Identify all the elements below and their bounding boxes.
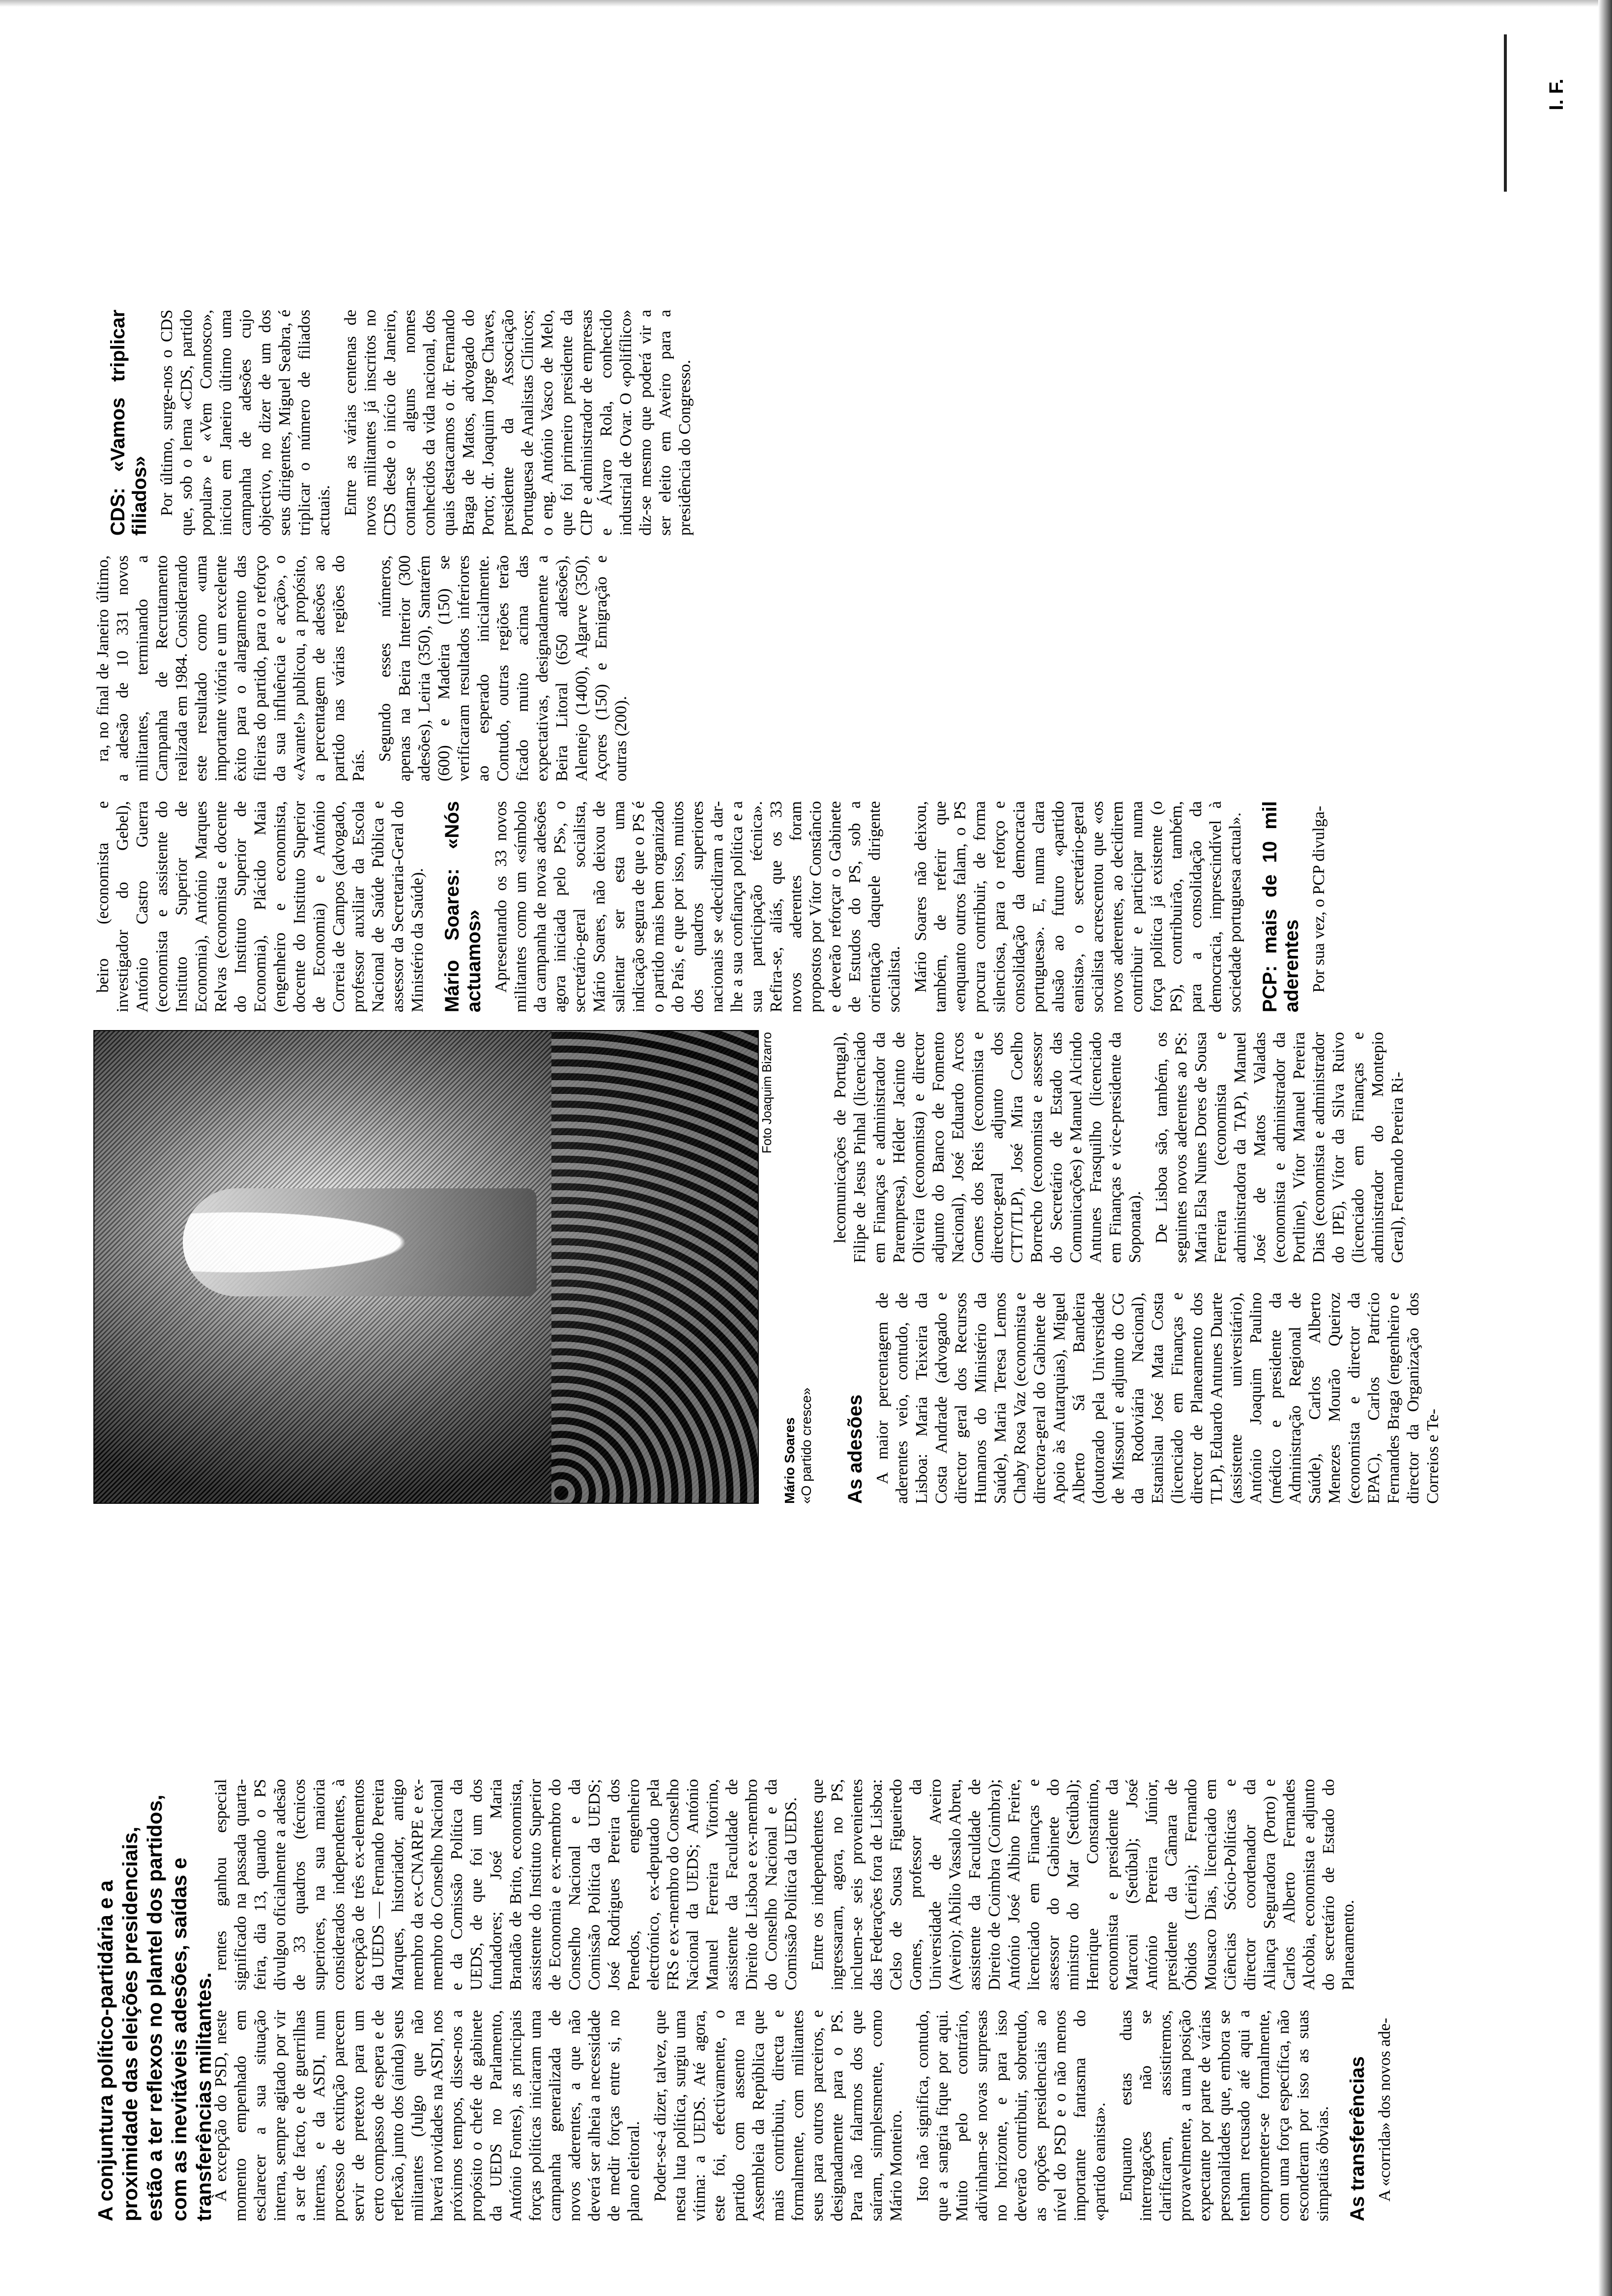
article-lead: A conjuntura político-partidária e a proximidade das eleições presidenciais, estão a ter reflexos no plantel dos partidos, com as inevitáveis adesões, saídas e transferências militantes.	[94, 1794, 215, 2221]
newspaper-page-inner	[74, 59, 1607, 2241]
photo-figure	[183, 1188, 537, 1296]
col7-paragraph: Entre as várias centenas de novos militantes já inscritos no CDS desde o início de Janeiro, contam-se alguns nomes conhecidos da vida nacional, dos quais destacamos o dr. Fernando Braga de Matos, advogado do Porto; dr. Joaquim Jorge Chaves, presidente da Associação Portuguesa de Analistas Clínicos; o eng. António Vasco de Melo, que foi primeiro presidente da CIP e administrador de empresas e Álvaro Rola, conhecido industrial de Ovar. O «polifílico» diz-se mesmo que poderá vir a ser eleito em Aveiro para a presidência do Congresso.	[342, 310, 694, 536]
col7-paragraph: Por último, surge-nos o CDS que, sob o lema «CDS, partido popular» e «Vem Connosco», iniciou em Janeiro último uma campanha de adesões cujo objectivo, no dizer de um dos seus dirigentes, Miguel Seabra, é triplicar o número de filiados actuais.	[158, 310, 333, 536]
author-signature: I. F.	[1546, 79, 1567, 111]
heading-pcp: PCP: mais de 10 mil aderentes	[1259, 801, 1302, 1012]
newspaper-page	[74, 59, 1607, 2241]
heading-mario-soares: Mário Soares: «Nós actuamos»	[441, 801, 485, 1012]
col1-paragraph: À excepção do PSD, neste momento empenhado em esclarecer a sua situação interna, sempre agitado por vir a ser de facto, e de guerrilhas internas, e da ASDI, num processo de extinção parecem servir de pretexto para um certo compasso de espera e de reflexão, junto dos (ainda) seus militantes (Julgo que não haverá novidades na ASDI, nos próximos tempos, disse-nos a propósito o chefe de gabinete da UEDS no Parlamento, António Fontes), as principais forças políticas iniciaram uma campanha generalizada de novos aderentes, a que não deverá ser alheia a necessidade de medir forças entre si, no plano eleitoral.	[212, 2010, 643, 2221]
col4-paragraph: lecomunicações de Portugal), Filipe de Jesus Pinhal (licenciado em Finanças e administrador da Parempresa), Hélder Jacinto de Oliveira (economista) e director adjunto do Banco de Fomento Nacional), José Eduardo Arcos Gomes dos Reis (economista e director-geral adjunto dos CTT/TLP), José Mira Coelho Borrecho (economista e assessor do Secretário de Estado das Comunicações) e Manuel Alcindo Antunes Frasquilho (licenciado em Finanças e vice-presidente da Soponata).	[831, 1032, 1144, 1263]
column-adesoes	[831, 1292, 1450, 1504]
col3-paragraph: A maior percentagem de aderentes veio, contudo, de Lisboa: Maria Teixeira da Costa Andrade (advogado e director geral dos Recursos Humanos do Ministério da Saúde), Maria Teresa Lemos Chaby Rosa Vaz (economista e directora-geral do Gabinete de Apoio às Autarquias), Miguel Alberto Sá Bandeira (doutorado pela Universidade de Missouri e adjunto do CG da Rodoviária Nacional), Estanislau José Mata Costa (licenciado em Finanças e director de Planeamento dos TLP), Eduardo Antunes Duarte (assistente universitário), António Joaquim Paulino (médico e presidente da Administração Regional de Saúde), Carlos Alberto Menezes Mourão Queiroz (economista e director da EPAC), Carlos Patrício Fernandes Braga (engenheiro e director da Organização dos Correios e Te-	[873, 1292, 1442, 1504]
col4-paragraph: De Lisboa são, também, os seguintes novos aderentes ao PS: Maria Elsa Nunes Dores de Sousa Ferreira (economista e administradora da TAP), Manuel José de Matos Valadas (economista e administrador da Portline), Vítor Manuel Pereira Dias (economista e administrador do IPE), Vítor da Silva Ruivo (licenciado em Finanças e administrador do Montepio Geral), Fernando Pereira Ri-	[1152, 1032, 1407, 1263]
col1-paragraph: Isto não significa, contudo, que a sangria fique por aqui. Muito pelo contrário, adivinham-se novas surpresas no horizonte, e para isso deverão contribuir, sobretudo, as opções presidenciais ao nível do PSD e o não menos importante fantasma do «partido eanista».	[914, 2010, 1109, 2221]
col5-paragraph: Por sua vez, o PCP divulga-	[1310, 805, 1328, 993]
heading-transferencias: As transferências	[1347, 2056, 1368, 2221]
column-4	[831, 1032, 1414, 1263]
photo-mario-soares	[93, 1030, 759, 1504]
heading-cds: CDS: «Vamos triplicar filiados»	[107, 310, 150, 536]
column-2	[211, 1779, 1365, 1990]
caption-name: Mário Soares	[782, 1417, 797, 1504]
col5-paragraph: Apresentando os 33 novos militantes como um «símbolo da campanha de novas adesões agora iniciada pelo PS», o secretário-geral socialista, Mário Soares, não deixou de salientar ser esta uma indicação segura de que o PS é o partido mais bem organizado do País, e que por isso, muitos dos quadros superiores nacionais se «decidiram a dar-lhe a sua confiança política e a sua participação técnica». Refira-se, aliás, que os 33 novos aderentes foram propostos por Vítor Constâncio e deverão reforçar o Gabinete de Estudos do PS, sob a orientação daquele dirigente socialista.	[492, 801, 903, 1012]
column-5	[93, 801, 1336, 1012]
col6-paragraph: Segundo esses números, apenas na Beira Interior (300 adesões), Leiria (350), Santarém (600) e Madeira (150) se verificaram resultados inferiores ao esperado inicialmente. Contudo, outras regiões terão ficado muito acima das expectativas, designadamente a Beira Litoral (650 adesões), Alentejo (1400), Algarve (350), Açores (150) e Emigração e outras (200).	[376, 555, 630, 781]
heading-adesoes: As adesões	[844, 1394, 866, 1504]
col2-paragraph: Entre os independentes que ingressaram, agora, no PS, incluem-se seis provenientes das Federações fora de Lisboa: Celso de Sousa Figueiredo Gomes, professor da Universidade de Aveiro (Aveiro); Abílio Vassalo Abreu, assistente da Faculdade de Direito de Coimbra (Coimbra); António José Albino Freire, licenciado em Finanças e assessor do Gabinete do ministro do Mar (Setúbal); Henrique Constantino, economista e presidente da Marconi (Setúbal); José António Pereira Júnior, presidente da Câmara de Óbidos (Leiria); Fernando Mousaco Dias, licenciado em Ciências Sócio-Políticas e director coordenador da Aliança Seguradora (Porto) e Carlos Alberto Fernandes Alcobia, economista e adjunto do secretário de Estado do Planeamento.	[808, 1779, 1357, 1990]
photo-caption	[781, 1258, 815, 1504]
col1-paragraph: Enquanto estas duas interrogações não se clarificarem, assistiremos, provavelmente, a uma posição expectante por parte de várias personalidades que, embora se tenham recusado até aqui a comprometer-se formalmente, com uma força específica, não esconderam por isso as suas simpatias óbvias.	[1117, 2010, 1332, 2221]
scan-edge-top	[0, 0, 1612, 7]
photo-crowd	[551, 1031, 758, 1503]
caption-text: «O partido cresce»	[799, 1387, 814, 1504]
col5-paragraph: Mário Soares não deixou, também, de referir que «enquanto outros falam, o PS procura contribuir, de forma silenciosa, para o reforço e consolidação da democracia portuguesa». E, numa clara alusão ao futuro «partido eanista», o secretário-geral socialista acrescentou que «os novos aderentes, ao decidirem contribuir e participar numa força política já existente (o PS), contribuirão, também, para a consolidação da democracia, imprescindível à sociedade portuguesa actual».	[912, 801, 1244, 1012]
col5-paragraph: beiro (economista e investigador do Gebel), António Castro Guerra (economista e assistente do Instituto Superior de Economia), António Marques Relvas (economista e docente do Instituto Superior de Economia), Plácido Maia (engenheiro e economista, docente do Instituto Superior de Economia) e António Correia de Campos (advogado, professor auxiliar da Escola Nacional de Saúde Pública e assessor da Secretaria-Geral do Ministério da Saúde).	[94, 801, 427, 1012]
col1-paragraph: A «corrida» dos novos ade-	[1376, 2018, 1394, 2202]
column-6	[93, 555, 638, 781]
photo-credit: Foto Joaquim Bizarro	[759, 1032, 774, 1154]
col1-paragraph: Poder-se-á dizer, talvez, que nesta luta política, surgiu uma vítima: a UEDS. Até agora, este foi, efectivamente, o partido com assento na Assembleia da República que mais contribuiu, directa e formalmente, com militantes seus para outros parceiros, e designadamente para o PS. Para não falarmos dos que saíram, simplesmente, como Mário Monteiro.	[651, 2010, 905, 2221]
col2-paragraph: rentes ganhou especial significado na passada quarta-feira, dia 13, quando o PS divulgou oficialmente a adesão de 33 quadros (técnicos superiores, na sua maioria considerados independentes, à excepção de três ex-elementos da UEDS — Fernando Pereira Marques, historiador, antigo membro da ex-CNARPE e ex-membro do Conselho Nacional e da Comissão Política da UEDS, de que foi um dos fundadores; José Maria Brandão de Brito, economista, assistente do Instituto Superior de Economia e ex-membro do Conselho Nacional e da Comissão Política da UEDS; José Rodrigues Pereira dos Penedos, engenheiro electrónico, ex-deputado pela FRS e ex-membro do Conselho Nacional da UEDS; António Manuel Ferreira Vitorino, assistente da Faculdade de Direito de Lisboa e ex-membro do Conselho Nacional e da Comissão Política da UEDS.	[212, 1779, 800, 1990]
column-7	[93, 310, 702, 536]
col6-paragraph: ra, no final de Janeiro último, a adesão de 10 331 novos militantes, terminando a Campanha de Recrutamento realizada em 1984. Considerando este resultado como «uma importante vitória e um excelente êxito para o alargamento das fileiras do partido, para o reforço da sua influência e acção», o «Avante!» publicou, a propósito, a percentagem de adesões ao partido nas várias regiões do País.	[94, 555, 368, 781]
column-1	[211, 2010, 1402, 2221]
